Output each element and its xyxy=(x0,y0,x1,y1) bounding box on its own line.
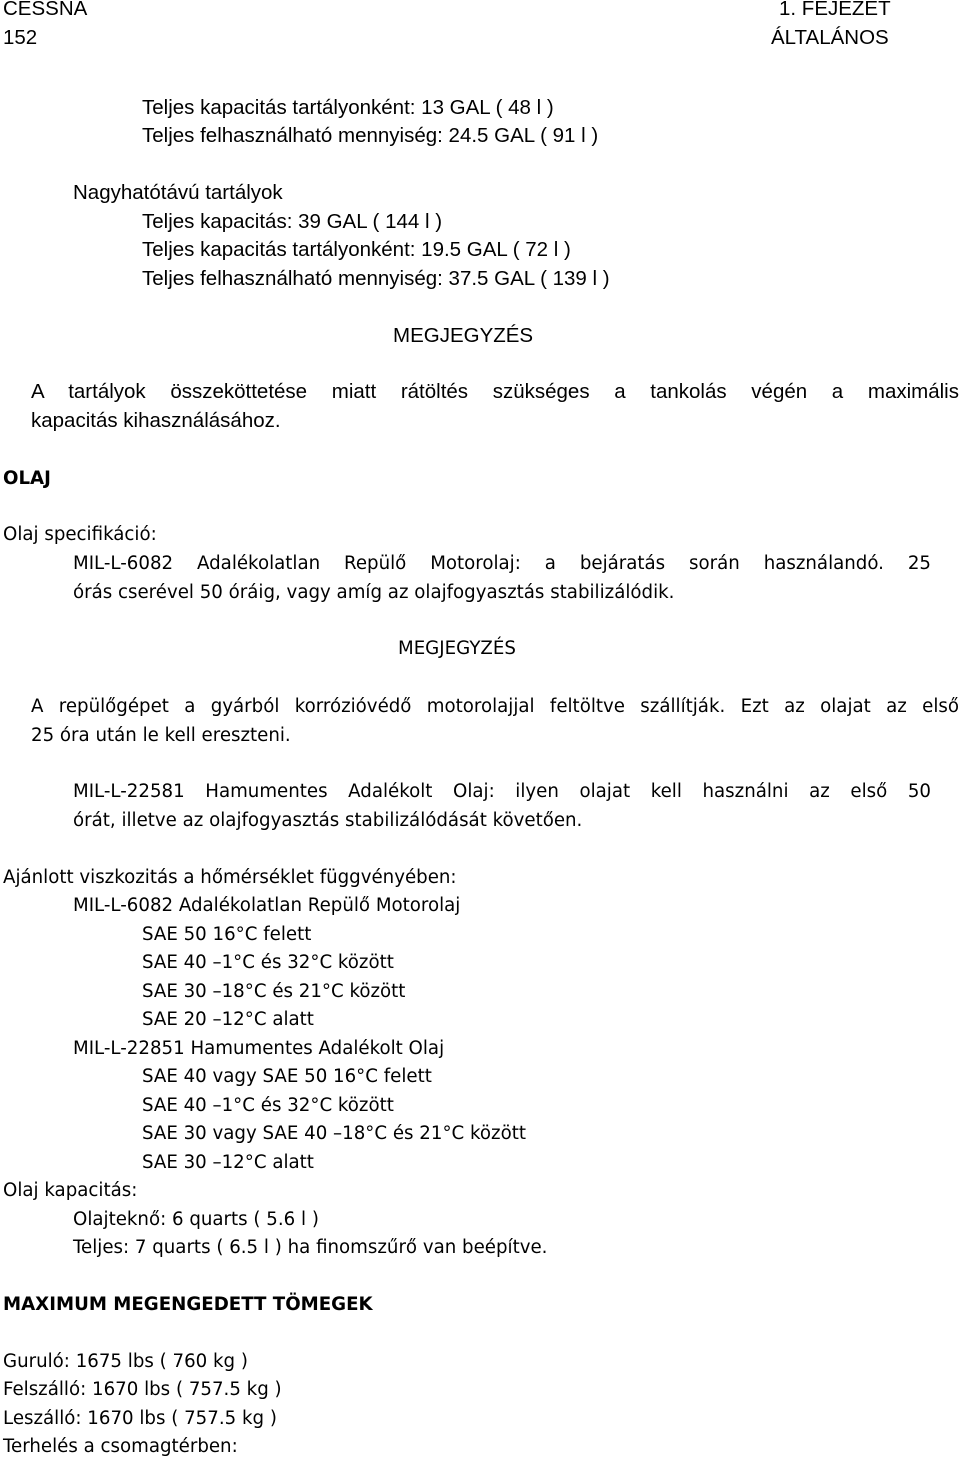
viscosity-group2-title: MIL-L-22851 Hamumentes Adalékolt Olaj xyxy=(73,1038,445,1059)
viscosity-group1-item: SAE 20 –12°C alatt xyxy=(142,1009,314,1030)
weight-baggage: Terhelés a csomagtérben: xyxy=(3,1436,238,1457)
oil-ashless-line1: MIL-L-22581 Hamumentes Adalékolt Olaj: ilyen olajat kell használni az első 50 xyxy=(73,781,931,802)
fuel-note-line1: A tartályok összeköttetése miatt rátöltés szükséges a tankolás végén a maximális xyxy=(31,380,959,403)
oil-total-capacity: Teljes: 7 quarts ( 6.5 l ) ha finomszűrő van beépítve. xyxy=(73,1237,548,1258)
header-chapter-title: ÁLTALÁNOS xyxy=(771,26,889,49)
viscosity-group2-item: SAE 40 –1°C és 32°C között xyxy=(142,1095,394,1116)
fuel-note-heading: MEGJEGYZÉS xyxy=(393,324,534,347)
oil-ashless-line2: órát, illetve az olajfogyasztás stabilizálódását követően. xyxy=(73,810,583,831)
fuel-note-line2: kapacitás kihasználásához. xyxy=(31,409,281,432)
weight-landing: Leszálló: 1670 lbs ( 757.5 kg ) xyxy=(3,1408,277,1429)
oil-note-heading: MEGJEGYZÉS xyxy=(398,638,516,659)
header-chapter: 1. FEJEZET xyxy=(779,0,891,20)
weights-section-title: MAXIMUM MEGENGEDETT TÖMEGEK xyxy=(3,1294,373,1315)
viscosity-group2-item: SAE 30 –12°C alatt xyxy=(142,1152,314,1173)
oil-section-title: OLAJ xyxy=(3,468,51,489)
oil-spec-label: Olaj specifikáció: xyxy=(3,524,157,545)
weight-takeoff: Felszálló: 1670 lbs ( 757.5 kg ) xyxy=(3,1379,282,1400)
viscosity-label: Ajánlott viszkozitás a hőmérséklet függvényében: xyxy=(3,867,457,888)
oil-sump-capacity: Olajteknő: 6 quarts ( 5.6 l ) xyxy=(73,1209,319,1230)
viscosity-group2-item: SAE 30 vagy SAE 40 –18°C és 21°C között xyxy=(142,1123,526,1144)
viscosity-group2-item: SAE 40 vagy SAE 50 16°C felett xyxy=(142,1066,432,1087)
oil-spec-line2: órás cserével 50 óráig, vagy amíg az olajfogyasztás stabilizálódik. xyxy=(73,582,675,603)
header-page-number: 152 xyxy=(3,26,38,49)
long-range-per-tank: Teljes kapacitás tartályonként: 19.5 GAL ( 72 l ) xyxy=(142,238,571,261)
fuel-per-tank: Teljes kapacitás tartályonként: 13 GAL ( 48 l ) xyxy=(142,96,554,119)
oil-capacity-label: Olaj kapacitás: xyxy=(3,1180,138,1201)
weight-ramp: Guruló: 1675 lbs ( 760 kg ) xyxy=(3,1351,248,1372)
viscosity-group1-item: SAE 40 –1°C és 32°C között xyxy=(142,952,394,973)
long-range-total: Teljes kapacitás: 39 GAL ( 144 l ) xyxy=(142,210,443,233)
viscosity-group1-item: SAE 50 16°C felett xyxy=(142,924,312,945)
oil-note-line2: 25 óra után le kell ereszteni. xyxy=(31,725,291,746)
viscosity-group1-title: MIL-L-6082 Adalékolatlan Repülő Motorolaj xyxy=(73,895,461,916)
fuel-usable: Teljes felhasználható mennyiség: 24.5 GAL ( 91 l ) xyxy=(142,124,599,147)
oil-spec-line1: MIL-L-6082 Adalékolatlan Repülő Motorolaj: a bejáratás során használandó. 25 xyxy=(73,553,931,574)
long-range-usable: Teljes felhasználható mennyiség: 37.5 GAL ( 139 l ) xyxy=(142,267,610,290)
viscosity-group1-item: SAE 30 –18°C és 21°C között xyxy=(142,981,406,1002)
oil-note-line1: A repülőgépet a gyárból korrózióvédő motorolajjal feltöltve szállítják. Ezt az olajat az első xyxy=(31,696,959,717)
header-brand: CESSNA xyxy=(3,0,88,20)
long-range-title: Nagyhatótávú tartályok xyxy=(73,181,283,204)
